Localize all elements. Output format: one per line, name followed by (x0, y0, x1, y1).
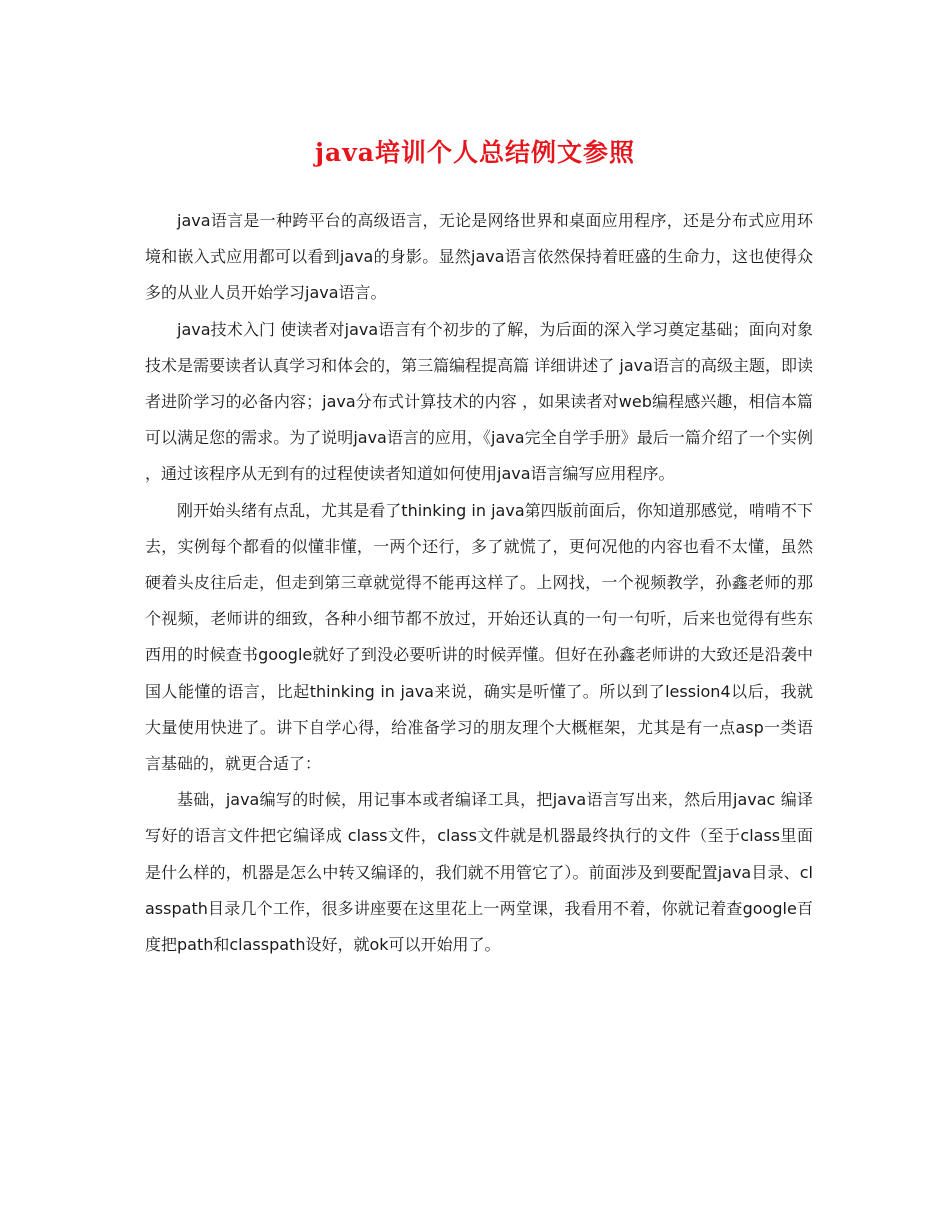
paragraph-3: 刚开始头绪有点乱，尤其是看了thinking in java第四版前面后，你知道那感觉，啃啃不下去，实例每个都看的似懂非懂，一两个还行，多了就慌了，更何况他的内容也看不太懂，虽然硬着头皮往后走，但走到第三章就觉得不能再这样了。上网找，一个视频教学，孙鑫老师的那个视频，老师讲的细致，各种小细节都不放过，开始还认真的一句一句听，后来也觉得有些东西用的时候查书google就好了到没必要听讲的时候弄懂。但好在孙鑫老师讲的大致还是沿袭中国人能懂的语言，比起thinking in java来说，确实是听懂了。所以到了lession4以后，我就大量使用快进了。讲下自学心得，给准备学习的朋友理个大概框架，尤其是有一点asp一类语言基础的，就更合适了： (145, 500, 813, 774)
paragraph-2: java技术入门 使读者对java语言有个初步的了解，为后面的深入学习奠定基础；面向对象技术是需要读者认真学习和体会的，第三篇编程提高篇 详细讲述了 java语言的高级主题，即读者进阶学习的必备内容；java分布式计算技术的内容 ，如果读者对web编程感兴趣，相信本篇可以满足您的需求。为了说明java语言的应用，《java完全自学手册》最后一篇介绍了一个实例 ，通过该程序从无到有的过程使读者知道如何使用java语言编写应用程序。 (145, 319, 813, 484)
document-title: java培训个人总结例文参照 (315, 138, 635, 167)
document-body (145, 203, 813, 963)
paragraph-4: 基础，java编写的时候，用记事本或者编译工具，把java语言写出来，然后用javac 编译写好的语言文件把它编译成 class文件，class文件就是机器最终执行的文件（至于class里面是什么样的，机器是怎么中转又编译的，我们就不用管它了）。前面涉及到要配置java目录、classpath目录几个工作，很多讲座要在这里花上一两堂课，我看用不着，你就记着查google百度把path和classpath设好，就ok可以开始用了。 (145, 790, 813, 955)
paragraph-1: java语言是一种跨平台的高级语言，无论是网络世界和桌面应用程序，还是分布式应用环境和嵌入式应用都可以看到java的身影。显然java语言依然保持着旺盛的生命力，这也使得众多的从业人员开始学习java语言。 (145, 211, 813, 303)
